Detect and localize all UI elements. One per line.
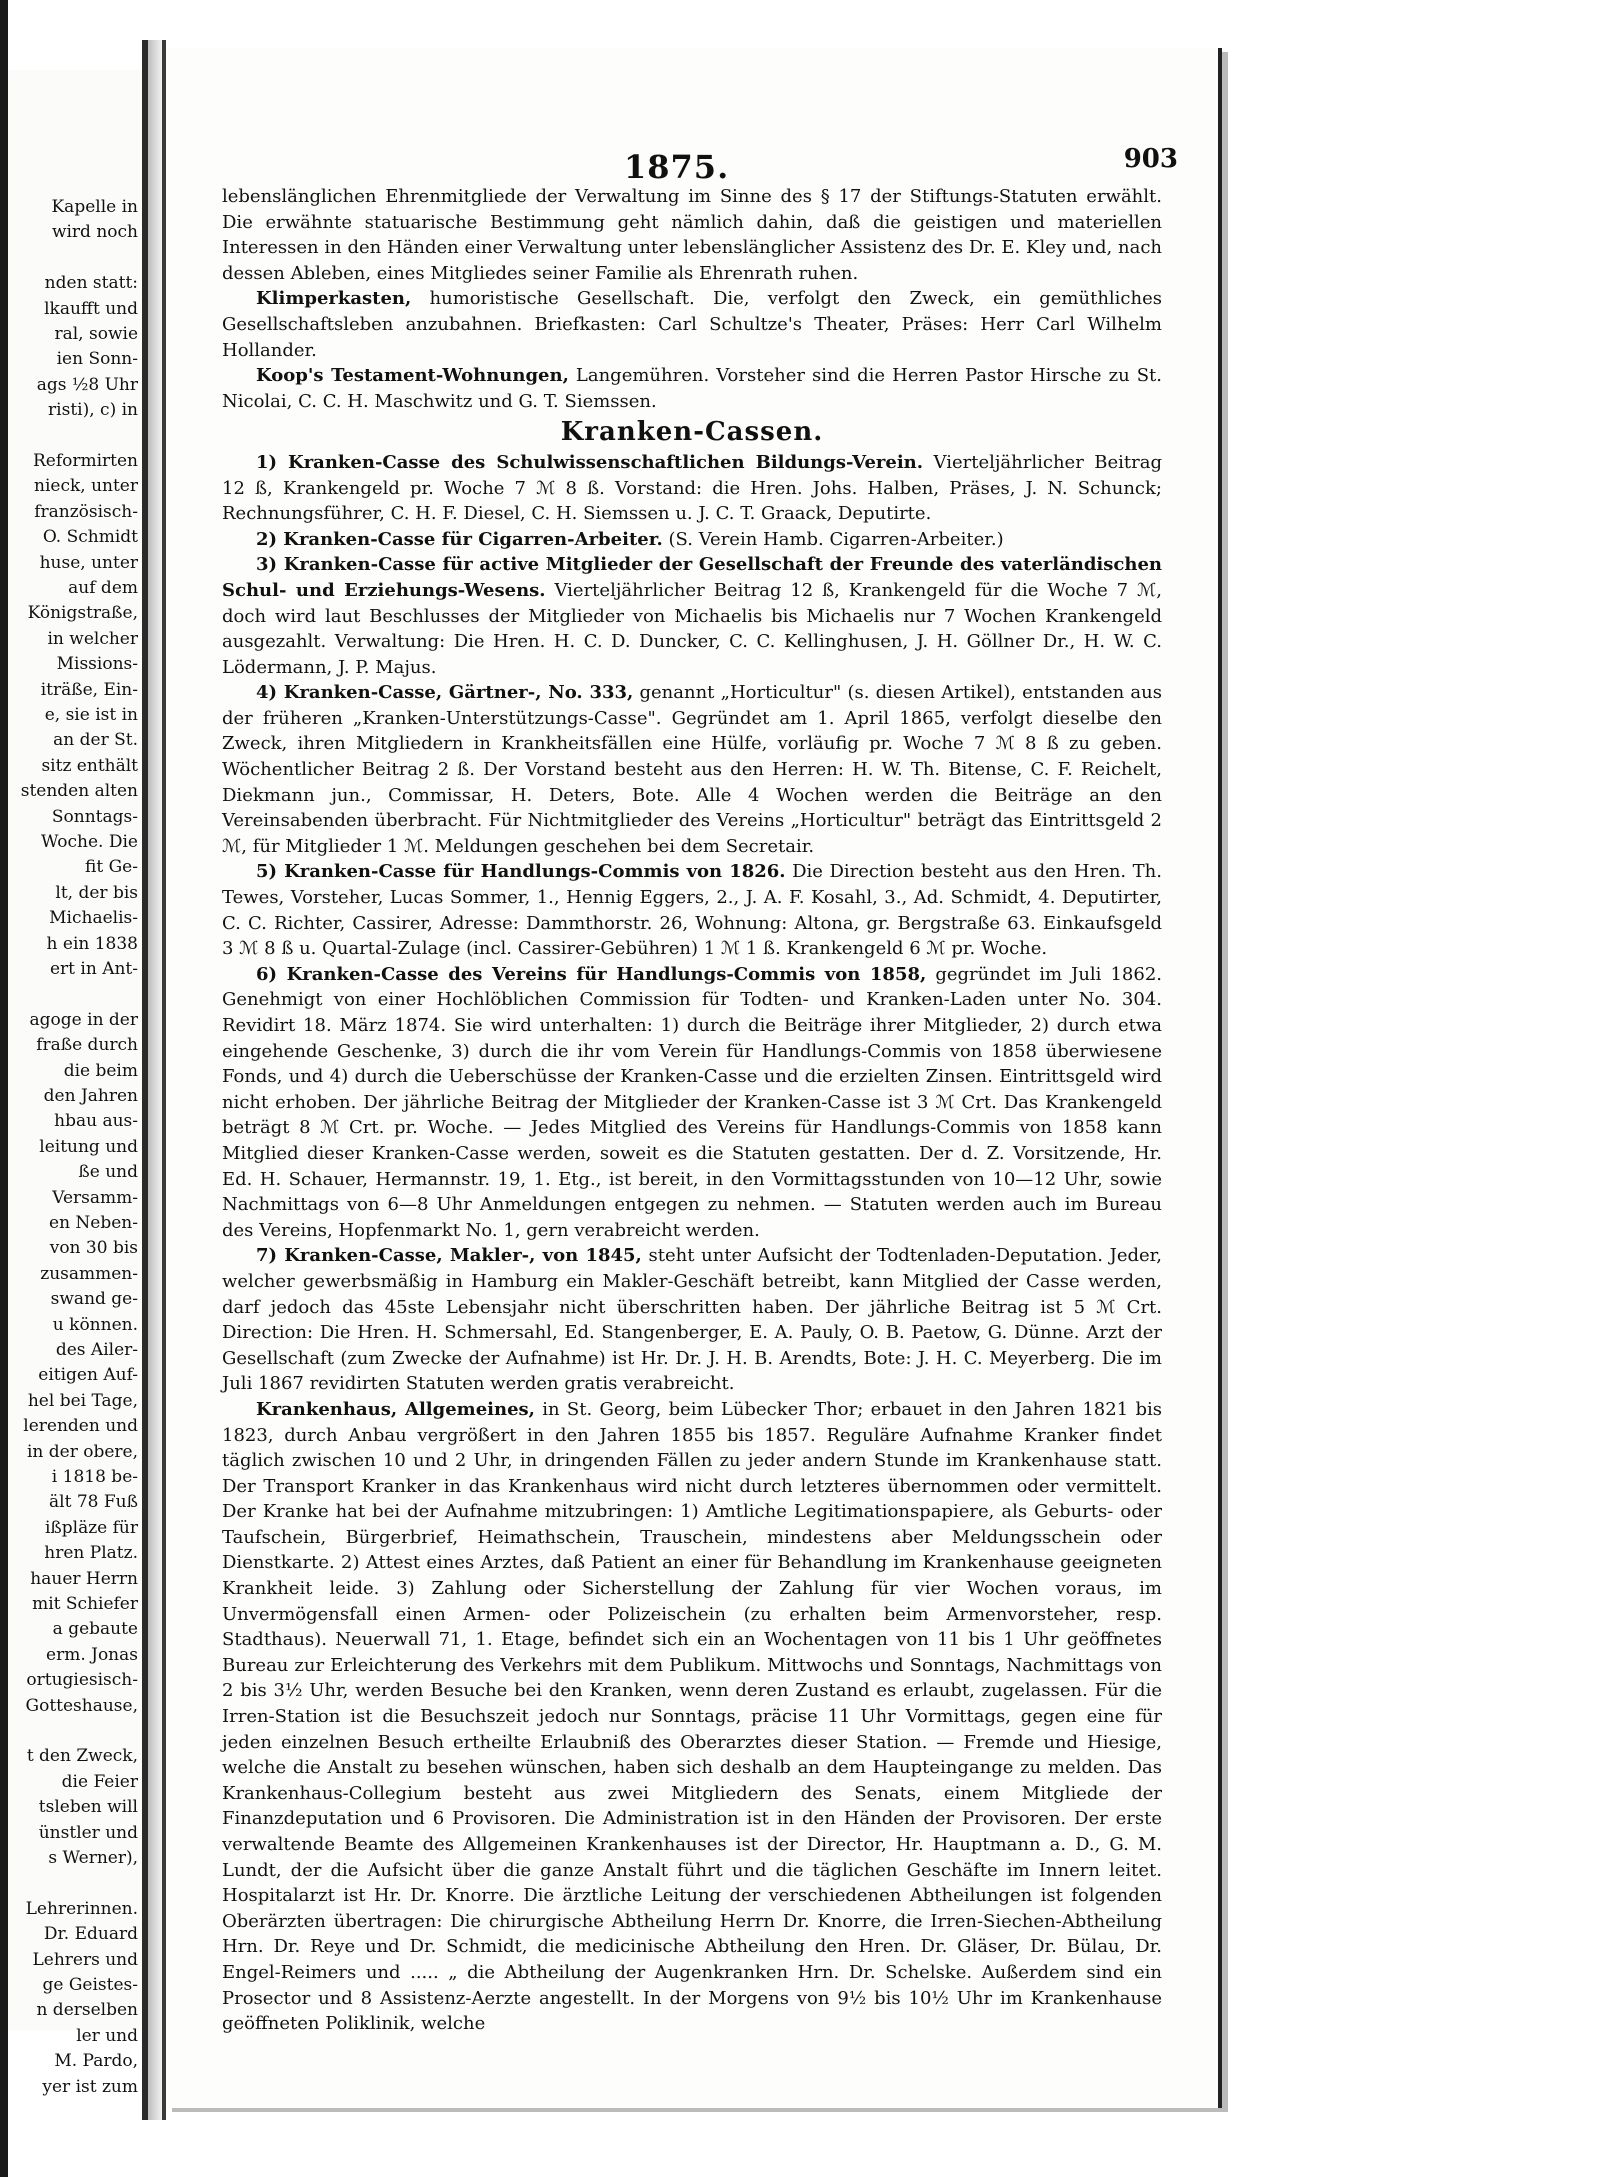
- left-page-line: ler und: [76, 2025, 138, 2046]
- left-page-line: huse, unter: [39, 552, 138, 573]
- previous-page-strip: [8, 70, 148, 2097]
- entry-title: 2) Kranken-Casse für Cigarren-Arbeiter.: [256, 528, 663, 550]
- left-page-line: Kapelle in: [51, 197, 138, 217]
- left-page-line: risti), c) in: [48, 400, 138, 421]
- left-page-line: eitigen Auf-: [38, 1365, 138, 1386]
- left-page-line: Versamm-: [52, 1187, 138, 1208]
- left-page-line: an der St.: [53, 730, 138, 751]
- left-page-line: hauer Herrn: [30, 1568, 138, 1589]
- left-page-line: swand ge-: [50, 1289, 138, 1310]
- book-page: [166, 48, 1222, 2108]
- page-number: 903: [1123, 144, 1178, 174]
- left-page-line: den Jahren: [43, 1086, 138, 1106]
- left-page-line: Lehrers und: [32, 1949, 138, 1970]
- binding-gutter: [148, 40, 162, 2120]
- entry-text: (S. Verein Hamb. Cigarren-Arbeiter.): [662, 528, 1004, 550]
- left-page-line: Missions-: [56, 654, 138, 675]
- left-page-line: en Neben-: [49, 1213, 138, 1233]
- left-page-line: lkaufft und: [44, 298, 138, 319]
- left-page-line: e, sie ist in: [44, 705, 138, 725]
- left-page-line: die beim: [63, 1060, 138, 1081]
- left-page-line: ße und: [78, 1162, 138, 1183]
- left-page-line: ortugiesisch-: [26, 1670, 138, 1691]
- left-page-line: ien Sonn-: [56, 349, 138, 370]
- left-page-line: die Feier: [61, 1771, 138, 1792]
- entry-title: 3) Kranken-Casse für active Mitglieder der Gesellschaft der Freunde des vaterländischen Schul- und Erziehungs-Wesens.: [222, 554, 1162, 601]
- left-page-line: Königstraße,: [27, 603, 138, 624]
- directory-entry: [222, 859, 1162, 961]
- left-page-line: Reformirten: [32, 451, 138, 471]
- left-page-line: hel bei Tage,: [27, 1390, 138, 1411]
- entry-text: Vierteljährlicher Beitrag 12 ß, Krankengeld für die Woche 7 ℳ, doch wird laut Beschlusses der Mitglieder von Michaelis bis Michaelis nur 7 Wochen Krankengeld ausgezahlt. Verwaltung: Die Hren. H. C. D. Duncker, C. C. Kellinghusen, J. H. Göllner Dr., H. W. C. Lödermann, J. P. Majus.: [222, 579, 1162, 678]
- paragraph: [222, 184, 1162, 286]
- entry-text: lebenslänglichen Ehrenmitgliede der Verwaltung im Sinne des § 17 der Stiftungs-Statuten erwählt. Die erwähnte statuarische Bestimmung geht nämlich dahin, daß die geistigen und materiellen Interessen in den Händen einer Verwaltung unter lebenslänglicher Assistenz des Dr. E. Kley und, nach dessen Ableben, eines Mitgliedes seiner Familie als Ehrenrath ruhen.: [222, 186, 1162, 284]
- left-page-line: t den Zweck,: [26, 1746, 138, 1767]
- entry-text: steht unter Aufsicht der Todtenladen-Deputation. Jeder, welcher gewerbsmäßig in Hamburg ein Makler-Geschäft betreibt, kann Mitglied der Casse werden, darf jedoch das 45ste Lebensjahr nicht überschritten haben. Der jährliche Beitrag ist 5 ℳ Crt. Direction: Die Hren. H. Schmersahl, Ed. Stangenberger, E. A. Pauly, O. B. Paetow, G. Dünne. Arzt der Gesellschaft (zum Zwecke der Aufnahme) ist Hr. Dr. J. H. B. Arendts, Bote: J. H. C. Meyerberg. Die im Juli 1867 revidirten Statuten werden gratis verabreicht.: [222, 1245, 1162, 1395]
- entry-title: 7) Kranken-Casse, Makler-, von 1845,: [256, 1245, 642, 1267]
- left-page-line: leitung und: [39, 1136, 138, 1157]
- left-page-line: mit Schiefer: [32, 1594, 138, 1614]
- entry-title: Koop's Testament-Wohnungen,: [256, 365, 569, 387]
- left-page-line: hren Platz.: [44, 1543, 138, 1564]
- left-page-line: Dr. Eduard: [43, 1924, 138, 1945]
- entry-title: 4) Kranken-Casse, Gärtner-, No. 333,: [256, 682, 634, 704]
- entry-text: Langemühren. Vorsteher sind die Herren Pastor Hirsche zu St. Nicolai, C. C. H. Maschwitz und G. T. Siemssen.: [222, 365, 1163, 412]
- left-page-line: Lehrerinnen.: [25, 1898, 138, 1919]
- left-page-line: von 30 bis: [49, 1238, 138, 1259]
- left-page-line: ags ½8 Uhr: [36, 374, 138, 395]
- left-page-line: in welcher: [47, 628, 138, 649]
- left-page-line: Gotteshause,: [25, 1695, 138, 1716]
- left-page-line: sitz enthält: [41, 755, 138, 776]
- left-page-line: u können.: [52, 1314, 138, 1335]
- section-heading: Kranken-Cassen.: [560, 417, 824, 448]
- left-page-line: des Ailer-: [55, 1340, 138, 1360]
- directory-entry: [222, 286, 1162, 363]
- entry-title: 1) Kranken-Casse des Schulwissenschaftlichen Bildungs-Verein.: [256, 451, 924, 473]
- left-page-line: h ein 1838: [46, 933, 138, 954]
- directory-entry: [222, 363, 1162, 414]
- left-page-line: tsleben will: [38, 1797, 138, 1818]
- left-page-line: agoge in der: [29, 1009, 138, 1030]
- directory-entry: [222, 1397, 1162, 2037]
- directory-entry: [222, 962, 1162, 1244]
- left-page-line: in der obere,: [26, 1441, 138, 1462]
- left-page-line: erm. Jonas: [46, 1644, 138, 1665]
- entry-title: 5) Kranken-Casse für Handlungs-Commis von 1826.: [256, 861, 786, 883]
- left-page-line: lt, der bis: [55, 882, 138, 903]
- left-page-line: nden statt:: [44, 273, 138, 294]
- directory-entry: [222, 552, 1162, 680]
- left-page-line: M. Pardo,: [54, 2051, 138, 2072]
- left-page-line: ält 78 Fuß: [49, 1492, 138, 1513]
- left-page-line: ge Geistes-: [42, 1975, 138, 1995]
- entry-text: in St. Georg, beim Lübecker Thor; erbauet in den Jahren 1821 bis 1823, durch Anbau vergrößert in den Jahren 1855 bis 1857. Reguläre Aufnahme Kranker findet täglich zwischen 10 und 2 Uhr, in dringenden Fällen zu jeder andern Stunde im Krankenhause statt. Der Transport Kranker in das Krankenhaus wird nicht durch letzteres übernommen oder vermittelt. Der Kranke hat bei der Aufnahme mitzubringen: 1) Amtliche Legitimationspapiere, als Geburts- oder Taufschein, Bürgerbrief, Heimathschein, Trauschein, mindestens aber Meldungsschein oder Dienstkarte. 2) Attest eines Arztes, daß Patient an einer für Behandlung im Krankenhause geeigneten Krankheit leide. 3) Zahlung oder Sicherstellung der Zahlung für vier Wochen voraus, im Unvermögensfall einen Armen- oder Polizeischein (zu erhalten beim Armenvorsteher, resp. Stadthaus). Neuerwall 71, 1. Etage, befindet sich ein an Wochentagen von 11 bis 1 Uhr geöffnetes Bureau zur Erleichterung des Verkehrs mit dem Publikum. Mittwochs und Sonntags, Nachmittags von 2 bis 3½ Uhr, werden Besuche bei den Kranken, wenn deren Zustand es erlaubt, zugelassen. Für die Irren-Station ist die Besuchszeit jedoch nur Sonntags, präcise 11 Uhr Vormittags, gegen eine für jeden einzelnen Besuch ertheilte Erlaubniß des Oberarztes dieser Station. — Fremde und Hiesige, welche die Anstalt zu besehen wünschen, haben sich deshalb an dem Haupteingange zu melden. Das Krankenhaus-Collegium besteht aus zwei Mitgliedern des Senats, einem Mitgliede der Finanzdeputation und 6 Provisoren. Die Administration ist in den Händen der Provisoren. Der erste verwaltende Beamte des Allgemeinen Krankenhauses ist der Director, Hr. Hauptmann a. D., G. M. Lundt, der die Aufsicht über die ganze Anstalt führt und die täglichen Geschäfte im Innern leitet. Hospitalarzt ist Hr. Dr. Knorre. Die ärztliche Leitung der verschiedenen Abtheilungen ist folgenden Oberärzten übertragen: Die chirurgische Abtheilung Herrn Dr. Knorre, die Irren-Siechen-Abtheilung Hrn. Dr. Reye und Dr. Schmidt, die medicinische Abtheilung den Hren. Dr. Gläser, Dr. Bülau, Dr. Engel-Reimers und ..... „ die Abtheilung der Augenkranken Hrn. Dr. Schelske. Außerdem sind ein Prosector und 8 Assistenz-Aerzte angestellt. In der Morgens von 9½ bis 10½ Uhr im Krankenhause geöffneten Poliklinik, welche: [222, 1398, 1162, 2035]
- entry-text: genannt „Horticultur" (s. diesen Artikel), entstanden aus der früheren „Kranken-Unterstützungs-Casse". Gegründet am 1. April 1865, verfolgt dieselbe den Zweck, ihren Mitgliedern in Krankheitsfällen eine Hülfe, vorläufig pr. Woche 7 ℳ 8 ß zu geben. Wöchentlicher Beitrag 2 ß. Der Vorstand besteht aus den Herren: H. W. Th. Bitense, C. F. Reichelt, Diekmann jun., Commissar, H. Deters, Bote. Alle 4 Wochen werden die Beiträge an den Vereinsabenden überbracht. Für Nichtmitglieder des Vereins „Horticultur" beträgt das Eintrittsgeld 2 ℳ, für Mitglieder 1 ℳ. Meldungen geschehen bei dem Secretair.: [222, 682, 1162, 857]
- left-page-line: französisch-: [34, 501, 138, 522]
- left-page-line: i 1818 be-: [51, 1467, 138, 1487]
- left-page-line: fraße durch: [36, 1035, 138, 1056]
- left-page-line: ral, sowie: [54, 324, 138, 344]
- left-page-line: a gebaute: [52, 1619, 138, 1640]
- directory-entry: [222, 450, 1162, 527]
- directory-entry: [222, 1243, 1162, 1397]
- left-page-line: wird noch: [51, 222, 138, 243]
- directory-entry: [222, 680, 1162, 859]
- directory-entry: [222, 527, 1162, 553]
- page-year: 1875.: [624, 148, 730, 186]
- scan-edge: [0, 0, 8, 2177]
- page-text: [222, 184, 1162, 2037]
- left-page-line: Michaelis-: [49, 908, 138, 929]
- left-page-line: yer ist zum: [42, 2076, 138, 2097]
- entry-title: 6) Kranken-Casse des Vereins für Handlungs-Commis von 1858,: [256, 963, 927, 985]
- entry-title: Klimperkasten,: [256, 288, 412, 310]
- entry-text: humoristische Gesellschaft. Die, verfolgt den Zweck, ein gemüthliches Gesellschaftsleben anzubahnen. Briefkasten: Carl Schultze's Theater, Präses: Herr Carl Wilhelm Hollander.: [222, 288, 1162, 361]
- left-page-line: stenden alten: [20, 781, 138, 802]
- left-page-line: ert in Ant-: [49, 959, 138, 979]
- left-page-line: zusammen-: [40, 1263, 138, 1284]
- left-page-line: hbau aus-: [54, 1111, 138, 1132]
- left-page-line: lerenden und: [23, 1416, 138, 1437]
- entry-title: Krankenhaus, Allgemeines,: [256, 1398, 535, 1420]
- left-page-line: fit Ge-: [85, 857, 138, 878]
- left-page-line: iträße, Ein-: [40, 679, 138, 700]
- left-page-line: ißpläze für: [44, 1517, 138, 1538]
- entry-text: Vierteljährlicher Beitrag 12 ß, Krankengeld pr. Woche 7 ℳ 8 ß. Vorstand: die Hren. Johs. Halben, Präses, J. N. Schunck; Rechnungsführer, C. H. F. Diesel, C. H. Siemssen u. J. C. T. Graack, Deputirte.: [222, 451, 1163, 525]
- left-page-line: auf dem: [68, 578, 138, 598]
- entry-text: Die Direction besteht aus den Hren. Th. Tewes, Vorsteher, Lucas Sommer, 1., Hennig Eggers, 2., J. A. F. Kosahl, 3., Ad. Schmidt, 4. Deputirter, C. C. Richter, Cassirer, Adresse: Dammthorstr. 26, Wohnung: Altona, gr. Bergstraße 63. Einkaufsgeld 3 ℳ 8 ß u. Quartal-Zulage (incl. Cassirer-Gebühren) 1 ℳ 1 ß. Krankengeld 6 ℳ pr. Woche.: [222, 861, 1162, 960]
- left-page-line: s Werner),: [48, 1848, 138, 1868]
- left-page-line: O. Schmidt: [42, 527, 138, 548]
- left-page-line: ünstler und: [38, 1822, 138, 1843]
- left-page-line: n derselben: [36, 2000, 138, 2021]
- left-page-line: Sonntags-: [51, 806, 138, 827]
- left-page-line: Woche. Die: [40, 832, 138, 852]
- entry-text: gegründet im Juli 1862. Genehmigt von einer Hochlöblichen Commission für Todten- und Kranken-Laden unter No. 304. Revidirt 18. März 1874. Sie wird unterhalten: 1) durch die Beiträge ihrer Mitglieder, 2) durch etwa eingehende Geschenke, 3) durch die ihr vom Verein für Handlungs-Commis von 1858 überwiesene Fonds, und 4) durch die Ueberschüsse der Kranken-Casse und die erzielten Zinsen. Eintrittsgeld wird nicht erhoben. Der jährliche Beitrag der Mitglieder der Kranken-Casse ist 3 ℳ Crt. Das Krankengeld beträgt 8 ℳ Crt. pr. Woche. — Jedes Mitglied des Vereins für Handlungs-Commis von 1858 kann Mitglied dieser Kranken-Casse werden, soweit es die Statuten gestatten. Der d. Z. Vorsitzende, Hr. Ed. H. Schauer, Hermannstr. 19, 1. Etg., ist bereit, in den Vormittagsstunden von 10—12 Uhr, sowie Nachmittags von 6—8 Uhr Anmeldungen entgegen zu nehmen. — Statuten werden auch im Bureau des Vereins, Hopfenmarkt No. 1, gern verabreicht werden.: [222, 963, 1162, 1241]
- left-page-line: nieck, unter: [34, 476, 138, 497]
